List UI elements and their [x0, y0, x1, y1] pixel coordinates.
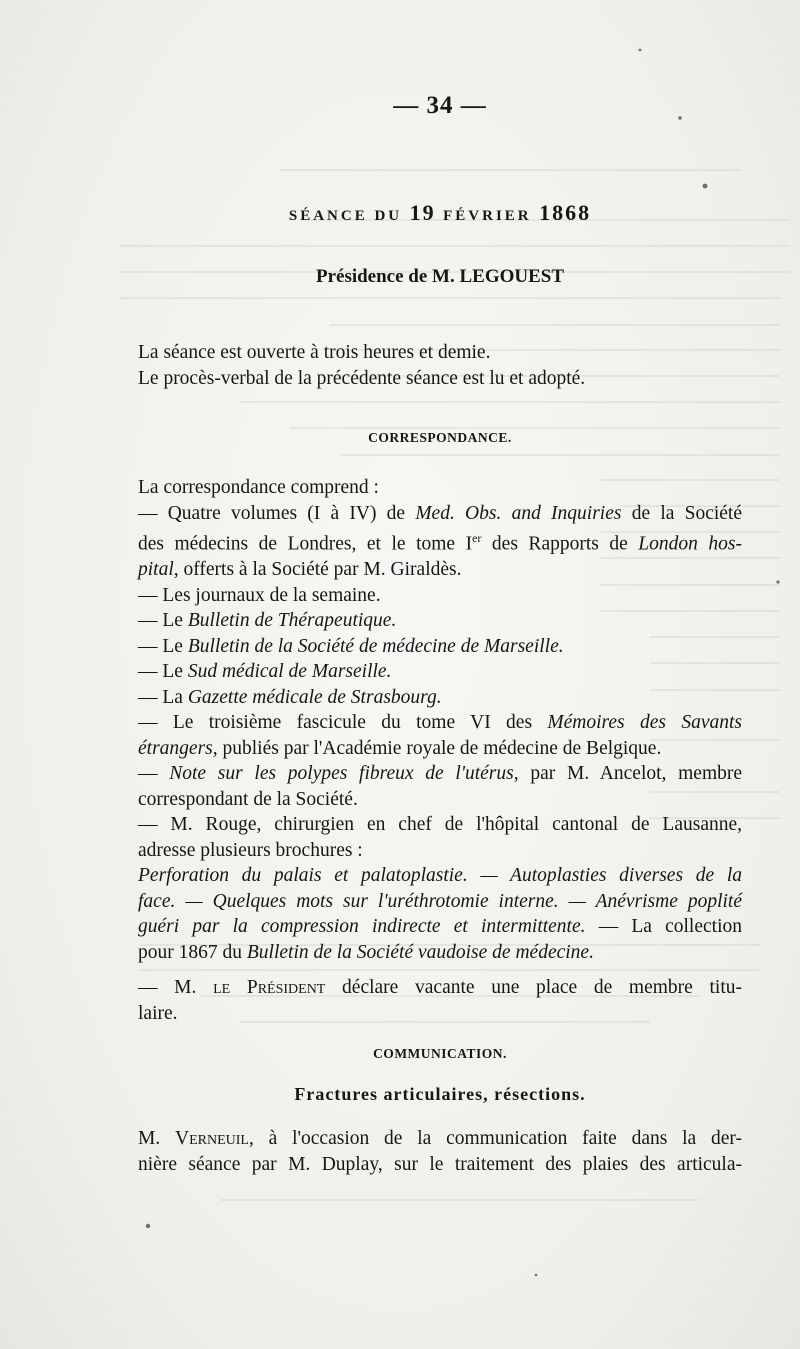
item-quatre-volumes-end — [138, 557, 742, 583]
opening-paragraph — [138, 340, 742, 391]
item-rouge-works-cont — [138, 914, 742, 940]
item-note-cont: correspondant de la Société. — [138, 788, 358, 810]
session-title — [138, 200, 742, 226]
text-run: , publiés par l'Académie royale de médecine de Belgique. — [212, 737, 662, 759]
correspondance-intro: La correspondance comprend : — [138, 477, 379, 498]
text-run: — Le — [138, 661, 188, 682]
journal-title: Bulletin de la Société vaudoise de médecine. — [246, 941, 594, 963]
item-quatre-volumes — [138, 501, 742, 527]
item-rouge: — M. Rouge, chirurgien en chef de l'hôpital cantonal de Lausanne, — [138, 814, 742, 835]
session-year: 1868 — [539, 200, 592, 225]
verneuil-line: nière séance par M. Duplay, sur le traitement des plaies des articula- — [138, 1153, 742, 1175]
correspondance-heading: CORRESPONDANCE. — [368, 430, 512, 445]
journal-title: Mémoires des Savants — [547, 712, 742, 733]
text-run: , à l'occasion de la communication faite dans la der- — [248, 1128, 743, 1149]
correspondance-body — [138, 475, 742, 1026]
item-president — [138, 975, 742, 1001]
small-caps-text: le Président — [213, 977, 326, 998]
item-bulletin-marseille — [138, 634, 742, 660]
item-gazette — [138, 685, 742, 711]
text-run: — Le troisième fascicule du tome VI des — [138, 712, 548, 733]
item-quatre-volumes-cont — [138, 526, 742, 557]
text-run: — Quatre volumes (I à IV) de — [138, 502, 416, 524]
presidence-heading: Présidence de M. LEGOUEST — [315, 266, 565, 287]
verneuil-paragraph — [138, 1126, 742, 1177]
page-number: — 34 — — [393, 92, 487, 119]
work-title: guéri par la compression indirecte et intermittente. — [138, 916, 586, 937]
item-president-cont: laire. — [138, 1002, 178, 1024]
journal-title: London hos- — [638, 533, 742, 555]
session-prefix: SÉANCE DU — [288, 208, 403, 224]
text-run: pour 1867 du — [138, 941, 247, 963]
journal-title: pital — [138, 559, 174, 580]
item-bulletin-therapeutique — [138, 608, 742, 634]
item-rouge-works: Perforation du palais et palatoplastie. — Autoplasties diverses de la — [138, 865, 742, 886]
opening-line: Le procès-verbal de la précédente séance est lu et adopté. — [138, 367, 586, 389]
item-journaux: — Les journaux de la semaine. — [138, 584, 381, 606]
small-caps-text: Verneuil — [175, 1128, 249, 1149]
journal-title: Gazette médicale de Strasbourg. — [187, 686, 442, 708]
work-title: Note sur les polypes fibreux de l'utérus — [169, 763, 514, 784]
session-day: 19 — [409, 200, 436, 225]
text-run: des Rapports de — [481, 533, 639, 555]
item-troisieme-fascicule-cont — [138, 736, 742, 762]
text-run: , par M. Ancelot, membre — [513, 763, 743, 784]
text-run: , offerts à la Société par M. Giraldès. — [173, 559, 462, 580]
item-note — [138, 761, 742, 787]
verneuil-line — [138, 1126, 742, 1152]
text-run: — Le — [138, 635, 188, 657]
journal-title: Med. Obs. and Inquiries — [415, 502, 622, 524]
item-rouge-cont: adresse plusieurs brochures : — [138, 839, 363, 861]
communication-title: Fractures articulaires, résections. — [294, 1084, 586, 1104]
text-run: des médecins de Londres, et le tome I — [138, 533, 473, 555]
journal-title: Sud médical de Marseille. — [187, 661, 392, 682]
text-run: — La collection — [585, 916, 742, 937]
text-run: M. — [138, 1128, 176, 1149]
journal-title: Bulletin de Thérapeutique. — [187, 610, 397, 631]
session-month: FÉVRIER — [443, 208, 532, 224]
text-run: — Le — [138, 610, 188, 631]
superscript: er — [472, 531, 482, 545]
item-rouge-works: face. — Quelques mots sur l'uréthrotomie interne. — Anévrisme poplité — [138, 890, 742, 912]
communication-heading: COMMUNICATION. — [373, 1046, 507, 1061]
journal-title: étrangers — [138, 737, 213, 759]
text-run: de la Société — [621, 502, 743, 524]
text-run: — — [138, 763, 170, 784]
journal-title: Bulletin de la Société de médecine de Marseille. — [187, 635, 564, 657]
text-run: — La — [138, 686, 188, 708]
item-sud-medical — [138, 659, 742, 685]
item-rouge-collection — [138, 940, 742, 966]
text-run: — M. — [138, 977, 214, 998]
item-troisieme-fascicule — [138, 710, 742, 736]
text-run: déclare vacante une place de membre titu- — [325, 977, 742, 998]
opening-line: La séance est ouverte à trois heures et demie. — [138, 342, 491, 363]
